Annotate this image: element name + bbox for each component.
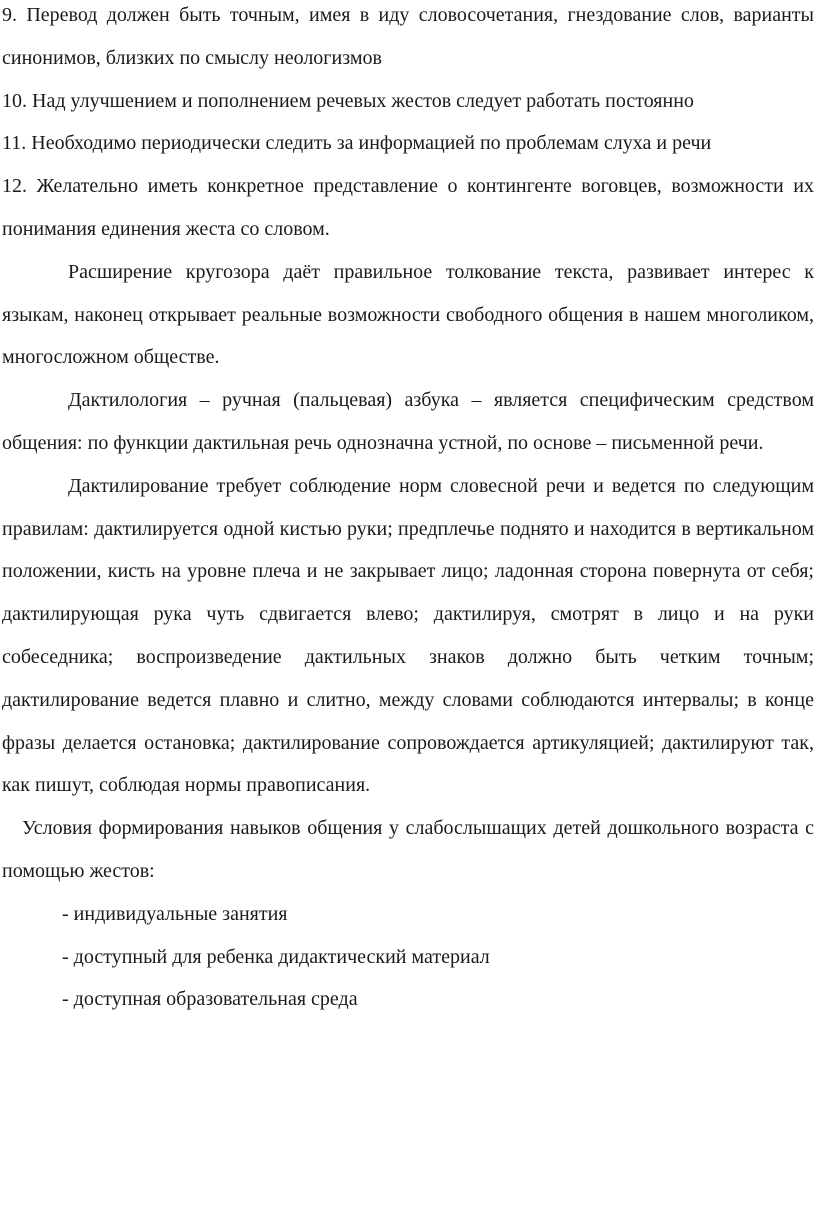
bullet-item: - доступная образовательная среда (62, 988, 358, 1011)
paragraph-conditions: Условия формирования навыков общения у слабослышащих детей дошкольного возраста с помощью жестов: (2, 817, 814, 882)
list-item-11: 11. Необходимо периодически следить за информацией по проблемам слуха и речи (2, 132, 712, 155)
paragraph-dactyl-rules: Дактилирование требует соблюдение норм словесной речи и ведется по следующим правилам: дактилируется одной кистью руки; предплечье поднято и находится в вертикальном положении, кисть на уровне плеча и не закрывает лицо; ладонная сторона повернута от себя; дактилирующая рука чуть сдвигается влево; дактилируя, смотрят в лицо и на руки собеседника; воспроизведение дактильных знаков должно быть четким точным; дактилирование ведется плавно и слитно, между словами соблюдаются интервалы; в конце фразы делается остановка; дактилирование сопровождается артикуляцией; дактилируют так, как пишут, соблюдая нормы правописания. (2, 474, 814, 797)
paragraph-dactylology: Дактилология – ручная (пальцевая) азбука – является специфическим средством общения: по функции дактильная речь однозначна устной, по основе – письменной речи. (2, 389, 814, 454)
bullet-item: - индивидуальные занятия (62, 902, 288, 925)
paragraph-horizon: Расширение кругозора даёт правильное толкование текста, развивает интерес к языкам, наконец открывает реальные возможности свободного общения в нашем многоликом, многосложном обществе. (2, 260, 814, 369)
list-item-12: 12. Желательно иметь конкретное представление о контингенте воговцев, возможности их понимания единения жеста со словом. (2, 175, 814, 240)
list-item-10: 10. Над улучшением и пополнением речевых жестов следует работать постоянно (2, 89, 694, 112)
bullet-item: - доступный для ребенка дидактический материал (62, 945, 490, 968)
list-item-9: 9. Перевод должен быть точным, имея в иду словосочетания, гнездование слов, варианты синонимов, близких по смыслу неологизмов (2, 4, 814, 69)
